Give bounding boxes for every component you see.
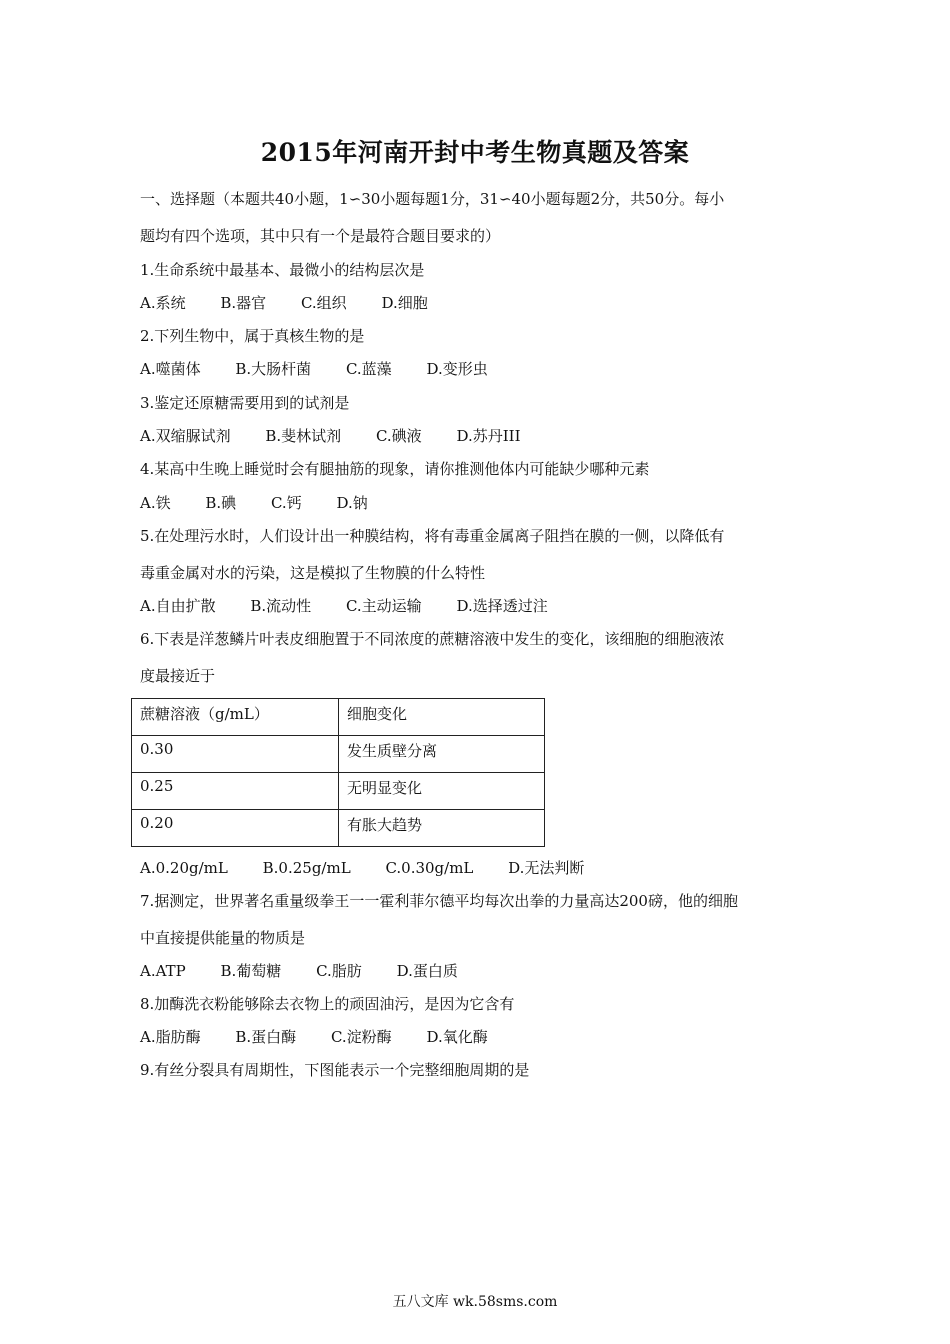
sucrose-table: [131, 698, 545, 847]
question-5-stem-line-2: 毒重金属对水的污染，这是模拟了生物膜的什么特性: [140, 564, 486, 582]
question-5-stem-line-1: 5.在处理污水时，人们设计出一种膜结构，将有毒重金属离子阻挡在膜的一侧，以降低有: [140, 527, 725, 545]
option-d: D.苏丹III: [456, 427, 521, 445]
option-b: B.流动性: [250, 597, 312, 615]
table-row: [132, 736, 545, 773]
option-d: D.钠: [336, 494, 368, 512]
option-c: C.淀粉酶: [330, 1028, 392, 1046]
question-2-options: [140, 359, 488, 379]
option-a: A.脂肪酶: [140, 1028, 201, 1046]
table-header-cell: 蔗糖溶液（g/mL）: [132, 699, 339, 736]
table-row: [132, 810, 545, 847]
option-d: D.无法判断: [508, 859, 585, 877]
question-1-stem: 1.生命系统中最基本、最微小的结构层次是: [140, 261, 425, 279]
option-a: A.0.20g/mL: [140, 859, 228, 877]
question-3-options: [140, 426, 521, 446]
option-c: C.钙: [270, 494, 302, 512]
section-intro-line-1: 一、选择题（本题共40小题，1∽30小题每题1分，31∽40小题每题2分，共50分。每小: [140, 190, 725, 208]
option-c: C.主动运输: [345, 597, 422, 615]
table-header-row: [132, 699, 545, 736]
option-b: B.器官: [220, 294, 267, 312]
option-c: C.蓝藻: [345, 360, 392, 378]
option-c: C.脂肪: [316, 962, 362, 980]
option-d: D.细胞: [381, 294, 428, 312]
option-b: B.斐林试剂: [265, 427, 342, 445]
option-c: C.0.30g/mL: [385, 859, 474, 877]
table-cell: 0.20: [132, 810, 339, 847]
question-7-options: [140, 961, 458, 981]
question-4-stem: 4.某高中生晚上睡觉时会有腿抽筋的现象，请你推测他体内可能缺少哪种元素: [140, 460, 650, 478]
option-a: A.ATP: [140, 962, 186, 980]
option-a: A.噬菌体: [140, 360, 201, 378]
question-1-options: [140, 293, 428, 313]
question-5-options: [140, 596, 548, 616]
question-4-options: [140, 493, 368, 513]
question-8-stem: 8.加酶洗衣粉能够除去衣物上的顽固油污，是因为它含有: [140, 995, 515, 1013]
page-title: 2015年河南开封中考生物真题及答案: [260, 138, 690, 167]
table-cell: 无明显变化: [339, 773, 545, 810]
option-a: A.系统: [140, 294, 186, 312]
question-2-stem: 2.下列生物中，属于真核生物的是: [140, 327, 365, 345]
section-intro-line-2: 题均有四个选项，其中只有一个是最符合题目要求的）: [140, 227, 501, 245]
question-7-stem-line-2: 中直接提供能量的物质是: [140, 929, 306, 947]
question-3-stem: 3.鉴定还原糖需要用到的试剂是: [140, 394, 350, 412]
option-d: D.蛋白质: [396, 962, 458, 980]
question-6-stem-line-2: 度最接近于: [140, 667, 216, 685]
table-cell: 0.25: [132, 773, 339, 810]
option-c: C.碘液: [375, 427, 422, 445]
question-7-stem-line-1: 7.据测定，世界著名重量级拳王一一霍利菲尔德平均每次出拳的力量高达200磅，他的细胞: [140, 892, 738, 910]
option-b: B.葡萄糖: [220, 962, 282, 980]
option-a: A.铁: [140, 494, 171, 512]
footer-watermark: 五八文库 wk.58sms.com: [392, 1294, 558, 1310]
question-6-stem-line-1: 6.下表是洋葱鳞片叶表皮细胞置于不同浓度的蔗糖溶液中发生的变化，该细胞的细胞液浓: [140, 630, 725, 648]
table-cell: 发生质壁分离: [339, 736, 545, 773]
option-b: B.0.25g/mL: [262, 859, 351, 877]
question-6-options: [140, 858, 584, 878]
option-b: B.大肠杆菌: [235, 360, 312, 378]
table-cell: 有胀大趋势: [339, 810, 545, 847]
option-d: D.选择透过注: [456, 597, 548, 615]
option-a: A.自由扩散: [140, 597, 216, 615]
question-9-stem: 9.有丝分裂具有周期性，下图能表示一个完整细胞周期的是: [140, 1061, 530, 1079]
table-row: [132, 773, 545, 810]
option-b: B.碘: [205, 494, 237, 512]
option-d: D.氧化酶: [426, 1028, 488, 1046]
question-8-options: [140, 1027, 488, 1047]
option-c: C.组织: [300, 294, 347, 312]
option-d: D.变形虫: [426, 360, 488, 378]
table-cell: 0.30: [132, 736, 339, 773]
option-b: B.蛋白酶: [235, 1028, 297, 1046]
table-header-cell: 细胞变化: [339, 699, 545, 736]
option-a: A.双缩脲试剂: [140, 427, 231, 445]
